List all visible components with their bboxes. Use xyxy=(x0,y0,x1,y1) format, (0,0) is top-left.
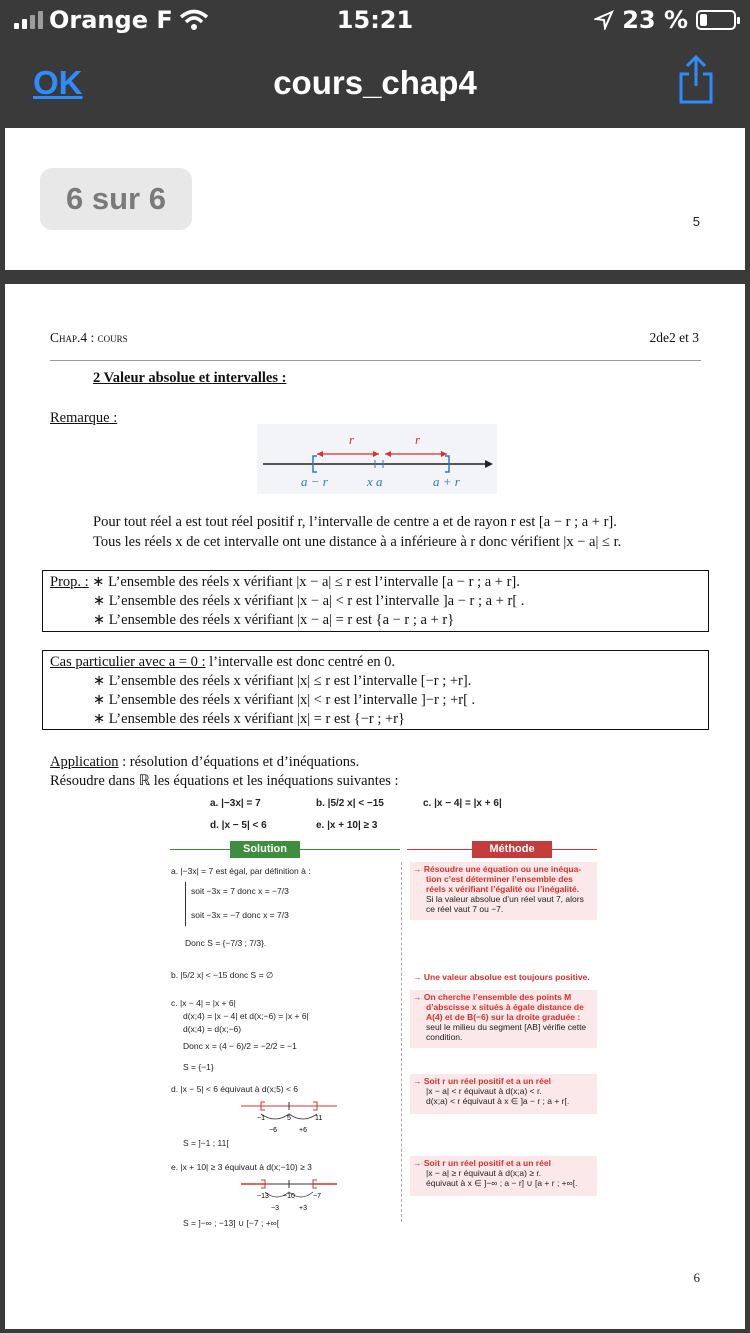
solution-c-line-5: S = {−1} xyxy=(183,1062,214,1072)
status-bar xyxy=(0,0,750,40)
application-label: Application xyxy=(50,754,119,770)
d-tick-left: −1 xyxy=(257,1115,265,1122)
method-4-line-2: |x − a| < r équivaut à d(x;a) < r. xyxy=(426,1086,542,1096)
solution-header: Solution xyxy=(230,841,300,858)
method-1-line-2: tion c’est déterminer l’ensemble des xyxy=(426,874,573,884)
method-1-line-1: Résoudre une équation ou une inéqua- xyxy=(423,864,582,874)
e-tick-right: −7 xyxy=(313,1193,321,1200)
method-4-line-3: d(x;a) < r équivaut à x ∈ ]a − r ; a + r[. xyxy=(426,1096,570,1106)
solution-e-number-line xyxy=(241,1174,341,1214)
d-distance-right: +6 xyxy=(299,1127,307,1134)
battery-percent: 23 % xyxy=(622,6,688,34)
method-3-box: → On cherche l’ensemble des points M d’abscisse x situés à égale distance de A(4) et de B(−6) sur la droite graduée : seul le milieu du segment [AB] vérifie cette condition. xyxy=(410,990,597,1048)
section-title: 2 Valeur absolue et intervalles : xyxy=(93,370,287,386)
method-3-line-1: On cherche l’ensemble des points M xyxy=(423,992,572,1002)
exercise-c: c. |x − 4| = |x + 6| xyxy=(423,798,502,809)
diagram-label-left: a − r xyxy=(301,474,328,489)
solution-a-line-4: Donc S = {−7/3 ; 7/3}. xyxy=(185,938,267,948)
method-4-box: → Soit r un réel positif et a un réel |x − a| < r équivaut à d(x;a) < r. d(x;a) < r équivaut à x ∈ ]a − r ; a + r[. xyxy=(410,1074,597,1114)
paragraph-1: Pour tout réel a est tout réel positif r, l’intervalle de centre a et de rayon r est [a − r ; a + r]. xyxy=(93,514,617,530)
header-divider xyxy=(50,360,701,361)
special-case-intro: l’intervalle est donc centré en 0. xyxy=(205,654,396,670)
solution-d-result: S = ]−1 ; 11[ xyxy=(183,1138,229,1148)
e-distance-right: +3 xyxy=(299,1205,307,1212)
page-number: 6 xyxy=(693,1270,700,1285)
solution-b-line: b. |5/2 x| < −15 donc S = ∅ xyxy=(171,970,274,980)
method-5-line-1: Soit r un réel positif et a un réel xyxy=(423,1158,551,1168)
prop-item-3: ∗ L’ensemble des réels x vérifiant |x − a| = r est {a − r ; a + r} xyxy=(93,612,455,628)
interval-diagram xyxy=(257,424,497,494)
diagram-r-left: r xyxy=(349,432,355,447)
column-divider xyxy=(401,862,402,1222)
special-case-item-2: ∗ L’ensemble des réels x vérifiant |x| < r est l’intervalle ]−r ; +r[ . xyxy=(93,692,476,708)
method-4-line-1: Soit r un réel positif et a un réel xyxy=(423,1076,551,1086)
method-2: Une valeur absolue est toujours positive. xyxy=(423,972,590,982)
page-counter-badge: 6 sur 6 xyxy=(40,168,192,230)
ok-button[interactable]: OK xyxy=(33,64,83,101)
method-header: Méthode xyxy=(472,841,552,858)
special-case-item-1: ∗ L’ensemble des réels x vérifiant |x| ≤ r est l’intervalle [−r ; +r]. xyxy=(93,673,472,689)
solution-c-line-3: d(x;4) = d(x;−6) xyxy=(183,1024,242,1034)
method-1-line-5: ce réel vaut 7 ou −7. xyxy=(426,904,504,914)
solution-a-line-2: soit −3x = 7 donc x = −7/3 xyxy=(191,886,289,896)
method-3-line-3: A(4) et de B(−6) sur la droite graduée : xyxy=(426,1012,581,1022)
diagram-label-mid: x a xyxy=(367,474,383,489)
special-case-label: Cas particulier avec a = 0 : xyxy=(50,654,206,670)
method-5-line-3: équivaut à x ∈ ]−∞ ; a − r] ∪ [a + r ; +∞[. xyxy=(426,1178,578,1188)
carrier-name: Orange F xyxy=(49,6,173,34)
prop-item-2: ∗ L’ensemble des réels x vérifiant |x − a| < r est l’intervalle ]a − r ; a + r[ . xyxy=(93,593,525,609)
special-case-item-3: ∗ L’ensemble des réels x vérifiant |x| = r est {−r ; +r} xyxy=(93,711,405,727)
special-case-box xyxy=(42,650,709,730)
solution-a-line-1: a. |−3x| = 7 est égal, par définition à : xyxy=(171,866,311,876)
exercise-b: b. |5/2 x| < −15 xyxy=(316,798,384,809)
d-tick-right: 11 xyxy=(315,1115,323,1122)
page-number: 5 xyxy=(692,214,700,229)
e-tick-left: −13 xyxy=(257,1193,269,1200)
exercise-a: a. |−3x| = 7 xyxy=(210,798,261,809)
paragraph-2: Tous les réels x de cet intervalle ont une distance à a inférieure à r donc vérifient |x − a| ≤ r. xyxy=(93,534,622,550)
d-tick-mid: 5 xyxy=(287,1115,291,1122)
solution-e-line: e. |x + 10| ≥ 3 équivaut à d(x;−10) ≥ 3 xyxy=(171,1162,312,1172)
prop-item-1: ∗ L’ensemble des réels x vérifiant |x − a| ≤ r est l’intervalle [a − r ; a + r]. xyxy=(92,574,520,590)
battery-icon xyxy=(696,10,736,30)
diagram-label-right: a + r xyxy=(433,474,460,489)
e-tick-mid: −10 xyxy=(283,1193,295,1200)
method-3-line-4: seul le milieu du segment [AB] vérifie cette xyxy=(426,1022,587,1032)
solution-a-line-3: soit −3x = −7 donc x = 7/3 xyxy=(191,910,289,920)
application-text: : résolution d’équations et d’inéquations. xyxy=(118,754,360,770)
clock: 15:21 xyxy=(336,6,414,34)
class-header: 2de2 et 3 xyxy=(649,330,699,345)
method-5-box: → Soit r un réel positif et a un réel |x − a| ≥ r équivaut à d(x;a) ≥ r. équivaut à x ∈ ]−∞ ; a − r] ∪ [a + r ; +∞[. xyxy=(410,1156,597,1196)
solution-c-line-1: c. |x − 4| = |x + 6| xyxy=(171,998,236,1008)
d-distance-left: −6 xyxy=(269,1127,277,1134)
brace xyxy=(185,882,190,926)
exercise-e: e. |x + 10| ≥ 3 xyxy=(316,820,378,831)
chapter-header: Chap.4 : cours xyxy=(50,330,128,345)
solution-d-line: d. |x − 5| < 6 équivaut à d(x;5) < 6 xyxy=(171,1084,299,1094)
solution-c-line-2: d(x;4) = |x − 4| et d(x;−6) = |x + 6| xyxy=(183,1011,309,1021)
property-box xyxy=(42,570,709,632)
exercise-d: d. |x − 5| < 6 xyxy=(210,820,267,831)
diagram-r-right: r xyxy=(415,432,421,447)
page-6: Chap.4 : cours 2de2 et 3 2 Valeur absolue et intervalles : Remarque : r r a − r x a a + r Pour tout réel a est tout réel positif r, l’intervalle de centre a et de rayon r est [a − r ; a + r]. Tous les réels x de cet intervalle ont une distance à a inférieure à r donc vérifient |x − a| ≤ r. Prop. : ∗ L’ensemble des réels x vérifiant |x − a| ≤ r est l’intervalle [a − r ; a + r]. ∗ L’ensemble des réels x vérifiant |x − a| < r est l’intervalle ]a − r ; a + r[ . ∗ L’ensemble des réels x vérifiant |x − a| = r est {a − r ; a + r} Cas particulier avec a = 0 : l’intervalle est donc centré en 0. ∗ L’ensemble des réels x vérifiant |x| ≤ r est l’intervalle [−r ; +r]. ∗ L’ensemble des réels x vérifiant |x| < r est l’intervalle ]−r ; +r[ . ∗ L’ensemble des réels x vérifiant |x| = r est {−r ; +r} Application : résolution d’équations et d’inéquations. Résoudre dans ℝ les équations et les inéquations suivantes : a. |−3x| = 7 b. |5/2 x| < −15 c. |x − 4| = |x + 6| d. |x − 5| < 6 e. |x + 10| ≥ 3 Solution Méthode a. |−3x| = 7 est égal, par définition à : soit −3x = 7 donc x = −7/3 soit −3x = −7 donc x = 7/3 Donc S = {−7/3 ; 7/3}. b. |5/2 x| < −15 donc S = ∅ c. |x − 4| = |x + 6| d(x;4) = |x − 4| et d(x;−6) = |x + 6| d(x;4) = d(x;−6) Donc x = (4 − 6)/2 = −2/2 = −1 S = {−1} d. |x − 5| < 6 équivaut à d(x;5) < 6 −1 5 11 −6 +6 S = ]−1 ; 11[ e. |x + 10| ≥ 3 équivaut à d(x;−10) ≥ 3 −13 −10 −7 −3 +3 S = ]−∞ ; −13] ∪ [−7 ; +∞[ → Résoudre une équation ou une inéqua- tion c’est déterminer l’ensemble des réels x vérifiant l’égalité ou l’inégalité. Si la valeur absolue d’un réel vaut 7, alors ce réel vaut 7 ou −7. → Une valeur absolue est toujours positive. → On cherche l’ensemble des points M d’abscisse x situés à égale distance de A(4) et de B(−6) sur la droite graduée : seul le milieu du segment [AB] vérifie cette condition. → Soit r un réel positif et a un réel |x − a| < r équivaut à d(x;a) < r. d(x;a) < r équivaut à x ∈ ]a − r ; a + r[. → Soit r un réel positif et a un réel |x − a| ≥ r équivaut à d(x;a) ≥ r. équivaut à x ∈ ]−∞ ; a − r] ∪ [a + r ; +∞[. 6 xyxy=(5,284,745,1329)
solution-c-line-4: Donc x = (4 − 6)/2 = −2/2 = −1 xyxy=(183,1041,297,1051)
method-1-line-3: réels x vérifiant l’égalité ou l’inégalité. xyxy=(426,884,580,894)
method-3-line-2: d’abscisse x situés à égale distance de xyxy=(426,1002,584,1012)
instruction-text: Résoudre dans ℝ les équations et les inéquations suivantes : xyxy=(50,773,399,789)
document-title: cours_chap4 xyxy=(273,64,477,101)
e-distance-left: −3 xyxy=(271,1205,279,1212)
location-icon xyxy=(594,10,614,30)
remarque-label: Remarque : xyxy=(50,410,118,426)
prop-label: Prop. : xyxy=(50,574,89,590)
solution-d-number-line xyxy=(241,1096,341,1136)
method-1-line-4: Si la valeur absolue d’un réel vaut 7, alors xyxy=(426,894,584,904)
solution-e-result: S = ]−∞ ; −13] ∪ [−7 ; +∞[ xyxy=(183,1218,280,1228)
method-1-box: → Résoudre une équation ou une inéqua- tion c’est déterminer l’ensemble des réels x vérifiant l’égalité ou l’inégalité. Si la valeur absolue d’un réel vaut 7, alors ce réel vaut 7 ou −7. xyxy=(410,862,597,920)
navigation-bar xyxy=(0,40,750,128)
method-5-line-2: |x − a| ≥ r équivaut à d(x;a) ≥ r. xyxy=(426,1168,542,1178)
method-3-line-5: condition. xyxy=(426,1032,463,1042)
share-icon[interactable] xyxy=(676,54,716,106)
